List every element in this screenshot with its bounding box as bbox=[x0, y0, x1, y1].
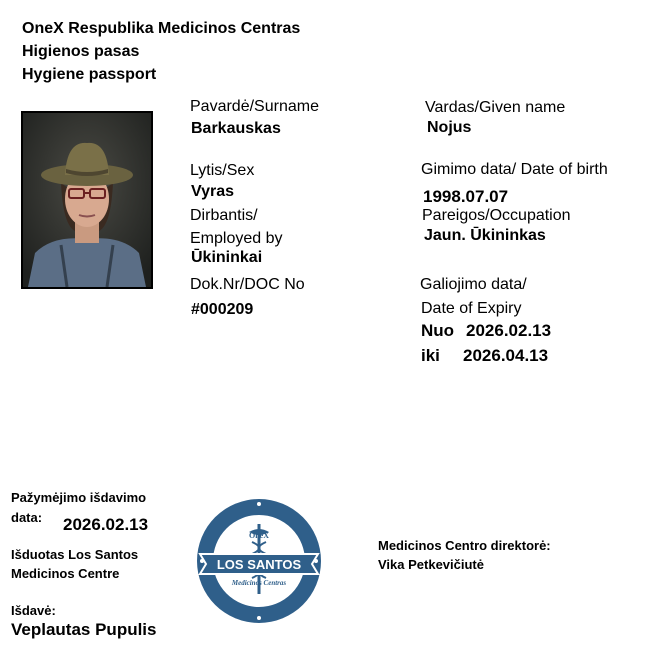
valid-to-date: 2026.04.13 bbox=[463, 346, 549, 365]
dob-value: 1998.07.07 bbox=[423, 187, 509, 206]
occupation-value: Jaun. Ūkininkas bbox=[424, 227, 546, 244]
seal-main-text: LOS SANTOS bbox=[216, 557, 302, 572]
issue-date-label-1: Pažymėjimo išdavimo bbox=[11, 490, 147, 505]
seal-sub-text: Medicinos Centras bbox=[231, 579, 287, 587]
holder-photo bbox=[21, 111, 153, 289]
expiry-label-1: Galiojimo data/ bbox=[420, 276, 527, 293]
surname-label: Pavardė/Surname bbox=[190, 98, 319, 115]
occupation-label: Pareigos/Occupation bbox=[422, 207, 571, 224]
los-santos-seal bbox=[194, 496, 324, 626]
issued-at-1: Išduotas Los Santos bbox=[11, 547, 139, 562]
issuer-label: Išdavė: bbox=[11, 603, 56, 618]
title-en: Hygiene passport bbox=[22, 66, 157, 83]
director-label: Medicinos Centro direktorė: bbox=[378, 538, 551, 553]
title-lt: Higienos pasas bbox=[22, 43, 140, 60]
expiry-label-2: Date of Expiry bbox=[421, 300, 522, 317]
issue-date-value: 2026.02.13 bbox=[63, 515, 149, 534]
employer-label-2: Employed by bbox=[190, 230, 283, 247]
director-name: Vika Petkevičiutė bbox=[378, 557, 484, 572]
organization-name: OneX Respublika Medicinos Centras bbox=[22, 20, 301, 37]
employer-label-1: Dirbantis/ bbox=[190, 207, 258, 224]
employer-value: Ūkininkai bbox=[191, 249, 263, 266]
sex-value: Vyras bbox=[191, 183, 234, 200]
doc-no-value: #000209 bbox=[191, 301, 254, 318]
valid-from-word: Nuo bbox=[421, 321, 455, 340]
sex-label: Lytis/Sex bbox=[190, 162, 255, 179]
given-name-label: Vardas/Given name bbox=[425, 99, 566, 116]
valid-from-date: 2026.02.13 bbox=[466, 321, 552, 340]
issuer-name: Veplautas Pupulis bbox=[11, 620, 157, 639]
portrait-image bbox=[23, 113, 151, 287]
issue-date-label-2: data: bbox=[11, 510, 43, 525]
issued-at-2: Medicinos Centre bbox=[11, 566, 120, 581]
valid-to-word: iki bbox=[421, 346, 440, 365]
seal-top-text: OneX bbox=[249, 531, 269, 540]
dob-label: Gimimo data/ Date of birth bbox=[421, 161, 608, 178]
doc-no-label: Dok.Nr/DOC No bbox=[190, 276, 305, 293]
given-name-value: Nojus bbox=[427, 119, 472, 136]
surname-value: Barkauskas bbox=[191, 120, 281, 137]
